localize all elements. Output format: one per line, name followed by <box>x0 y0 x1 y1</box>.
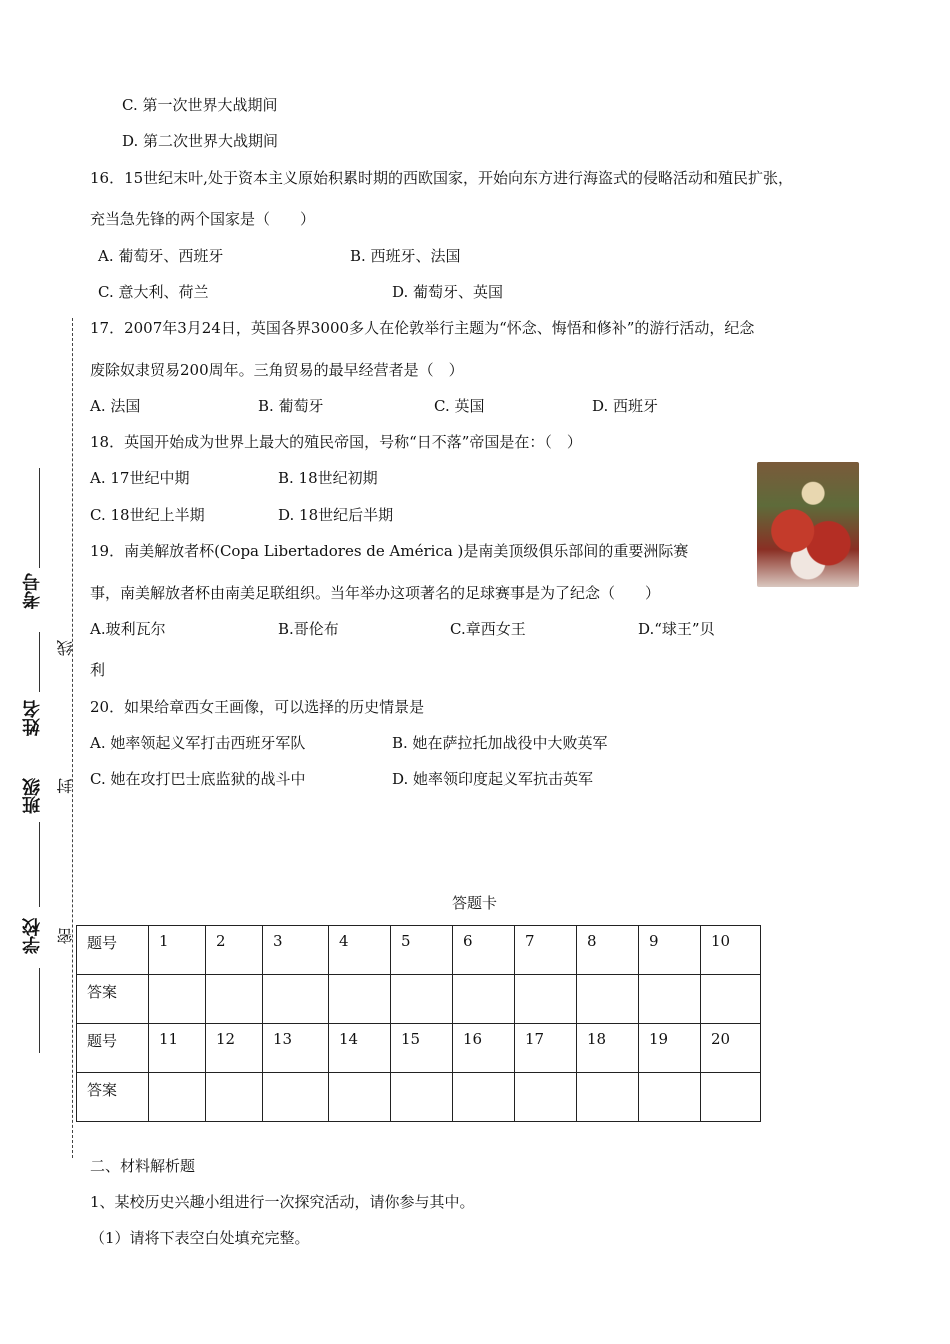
answer-cell[interactable] <box>329 1073 391 1122</box>
side-mark-feng: 封 <box>56 778 75 794</box>
q20-option-c: C. 她在攻打巴士底监狱的战斗中 <box>90 770 306 788</box>
q20-option-b: B. 她在萨拉托加战役中大败英军 <box>392 734 608 752</box>
section2-question1-sub1: （1）请将下表空白处填充完整。 <box>90 1229 310 1247</box>
question-number-cell: 19 <box>639 1024 701 1073</box>
side-mark-xian: 线 <box>56 640 75 656</box>
answer-cell[interactable] <box>639 1073 701 1122</box>
q17-option-a: A. 法国 <box>90 397 141 415</box>
q16-option-b: B. 西班牙、法国 <box>350 247 461 265</box>
question-number-cell: 20 <box>701 1024 761 1073</box>
side-mark-mi: 密 <box>56 928 75 944</box>
q18-stem: 18．英国开始成为世界上最大的殖民帝国，号称“日不落”帝国是在：（ ） <box>90 433 582 451</box>
question-number-cell: 7 <box>515 926 577 975</box>
question-number-cell: 1 <box>149 926 206 975</box>
answer-cell[interactable] <box>206 975 263 1024</box>
q16-option-c: C. 意大利、荷兰 <box>98 283 209 301</box>
table-row <box>77 926 761 975</box>
answer-cell[interactable] <box>515 975 577 1024</box>
table-row <box>77 1024 761 1073</box>
q19-option-d-continued: 利 <box>90 661 106 679</box>
answer-cell[interactable] <box>515 1073 577 1122</box>
question-number-cell: 13 <box>263 1024 329 1073</box>
answer-cell[interactable] <box>391 1073 453 1122</box>
q16-option-a: A. 葡萄牙、西班牙 <box>98 247 224 265</box>
q17-option-c: C. 英国 <box>434 397 485 415</box>
answer-card-table <box>76 925 761 1122</box>
q20-option-a: A. 她率领起义军打击西班牙军队 <box>90 734 306 752</box>
q15-option-c: C. 第一次世界大战期间 <box>122 96 278 114</box>
question-number-cell: 2 <box>206 926 263 975</box>
row-label-answer: 答案 <box>77 975 149 1024</box>
answer-card-title: 答题卡 <box>452 894 498 912</box>
q17-option-b: B. 葡萄牙 <box>258 397 324 415</box>
answer-cell[interactable] <box>149 975 206 1024</box>
question-number-cell: 6 <box>453 926 515 975</box>
q19-option-d: D.“球王”贝 <box>638 620 715 638</box>
side-label-xuexiao: 学校 <box>22 918 43 954</box>
answer-cell[interactable] <box>453 1073 515 1122</box>
binding-dashed-line <box>72 318 73 1158</box>
answer-cell[interactable] <box>701 1073 761 1122</box>
row-label-question-no: 题号 <box>77 1024 149 1073</box>
answer-cell[interactable] <box>263 975 329 1024</box>
answer-cell[interactable] <box>149 1073 206 1122</box>
side-label-kaohao: 考号 <box>22 573 43 609</box>
q16-stem-line2: 充当急先锋的两个国家是（ ） <box>90 210 316 228</box>
question-number-cell: 14 <box>329 1024 391 1073</box>
table-row <box>77 1073 761 1122</box>
q18-option-a: A. 17世纪中期 <box>90 469 190 487</box>
answer-cell[interactable] <box>329 975 391 1024</box>
question-number-cell: 4 <box>329 926 391 975</box>
answer-cell[interactable] <box>577 1073 639 1122</box>
q20-stem: 20．如果给章西女王画像，可以选择的历史情景是 <box>90 698 425 716</box>
fill-line-kaohao <box>39 468 40 568</box>
answer-cell[interactable] <box>263 1073 329 1122</box>
answer-cell[interactable] <box>391 975 453 1024</box>
fill-line-xingming <box>39 632 40 692</box>
question-number-cell: 10 <box>701 926 761 975</box>
answer-cell[interactable] <box>206 1073 263 1122</box>
q16-stem-line1: 16．15世纪末叶,处于资本主义原始积累时期的西欧国家，开始向东方进行海盗式的侵略活动和殖民扩张， <box>90 169 793 187</box>
answer-cell[interactable] <box>639 975 701 1024</box>
answer-cell[interactable] <box>577 975 639 1024</box>
question-number-cell: 16 <box>453 1024 515 1073</box>
q19-option-a: A.玻利瓦尔 <box>90 620 166 638</box>
row-label-question-no: 题号 <box>77 926 149 975</box>
q19-option-b: B.哥伦布 <box>278 620 339 638</box>
trophy-celebration-photo <box>757 462 859 587</box>
row-label-answer: 答案 <box>77 1073 149 1122</box>
question-number-cell: 18 <box>577 1024 639 1073</box>
q17-option-d: D. 西班牙 <box>592 397 659 415</box>
question-number-cell: 11 <box>149 1024 206 1073</box>
answer-cell[interactable] <box>453 975 515 1024</box>
section2-question1: 1、某校历史兴趣小组进行一次探究活动，请你参与其中。 <box>90 1193 475 1211</box>
q20-option-d: D. 她率领印度起义军抗击英军 <box>392 770 594 788</box>
answer-cell[interactable] <box>701 975 761 1024</box>
q19-stem-line2: 事，南美解放者杯由南美足联组织。当年举办这项著名的足球赛事是为了纪念（ ） <box>90 584 661 602</box>
fill-line-banji <box>39 822 40 907</box>
q18-option-c: C. 18世纪上半期 <box>90 506 205 524</box>
question-number-cell: 12 <box>206 1024 263 1073</box>
question-number-cell: 3 <box>263 926 329 975</box>
q19-stem-line1: 19．南美解放者杯(Copa Libertadores de América )是南美顶级俱乐部间的重要洲际赛 <box>90 542 689 560</box>
question-number-cell: 17 <box>515 1024 577 1073</box>
section2-title: 二、材料解析题 <box>90 1157 196 1175</box>
question-number-cell: 8 <box>577 926 639 975</box>
table-row <box>77 975 761 1024</box>
q18-option-d: D. 18世纪后半期 <box>278 506 394 524</box>
q18-option-b: B. 18世纪初期 <box>278 469 378 487</box>
q16-option-d: D. 葡萄牙、英国 <box>392 283 504 301</box>
fill-line-xuexiao <box>39 968 40 1053</box>
q15-option-d: D. 第二次世界大战期间 <box>122 132 279 150</box>
q19-option-c: C.章西女王 <box>450 620 526 638</box>
side-label-xingming: 姓名 <box>22 700 43 736</box>
q17-stem-line1: 17．2007年3月24日，英国各界3000多人在伦敦举行主题为“怀念、悔悟和修补”的游行活动，纪念 <box>90 319 755 337</box>
side-label-banji: 班级 <box>22 778 43 814</box>
question-number-cell: 15 <box>391 1024 453 1073</box>
question-number-cell: 9 <box>639 926 701 975</box>
question-number-cell: 5 <box>391 926 453 975</box>
q17-stem-line2: 废除奴隶贸易200周年。三角贸易的最早经营者是（ ） <box>90 361 464 379</box>
